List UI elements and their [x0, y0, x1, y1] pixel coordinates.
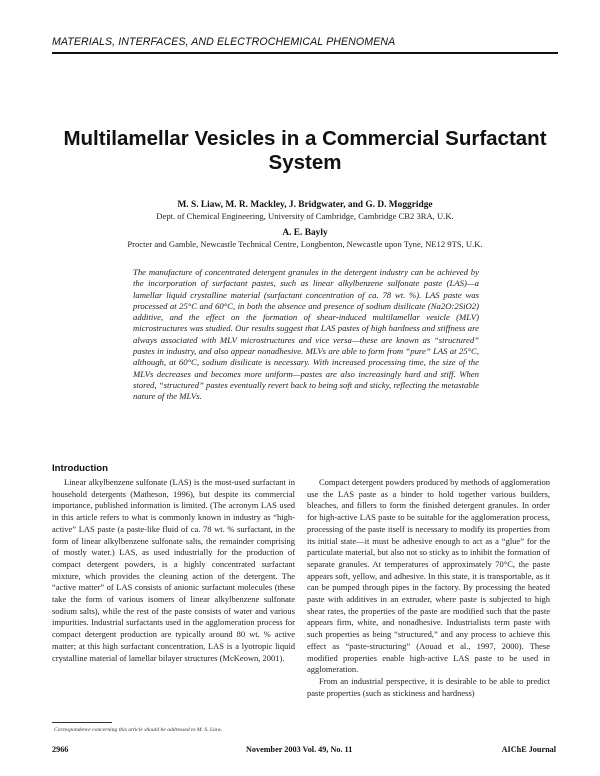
article-title: Multilamellar Vesicles in a Commercial Surfactant System	[63, 127, 547, 174]
running-head: MATERIALS, INTERFACES, AND ELECTROCHEMICAL PHENOMENA	[52, 36, 396, 48]
footnote-rule	[52, 722, 112, 723]
abstract: The manufacture of concentrated detergent granules in the detergent industry can be achieved by the incorporation of surfactant pastes, such as linear alkylbenzene sulfonate paste (LAS)—a lamellar liquid crystalline material (surfactant concentration of ca. 78 wt. %). LAS paste was processed at 25°C and 60°C, in both the absence and presence of sodium disilicate (Na2O:2SiO2) additive, and the effect on the formation of shear-induced multilamellar vesicle (MLV) microstructures was studied. Our results suggest that LAS pastes of high hardness and stiffness are always associated with MLV microstructures and vice versa—these are known as “structured” pastes in industry, and also appear nonadhesive. MLVs are able to form from “pure” LAS at 25°C, although, at 60°C, sodium disilicate is necessary. With increased processing time, the size of the MLVs decreases and becomes more uniform—pastes are also increasingly hard and stiff. When stored, “structured” pastes eventually revert back to being soft and sticky, reflecting the metastable nature of the MLVs.	[133, 267, 479, 402]
author-list-1: M. S. Liaw, M. R. Mackley, J. Bridgwater, and G. D. Moggridge	[177, 200, 433, 210]
correspondence-footnote: Correspondence concerning this article should be addressed to M. S. Liaw.	[54, 727, 223, 733]
issue-info: November 2003 Vol. 49, No. 11	[246, 745, 353, 754]
left-column	[52, 477, 295, 664]
author-list-2: A. E. Bayly	[282, 228, 328, 238]
intro-paragraph-3: From an industrial perspective, it is desirable to be able to predict paste properties (such as stickiness and hardness)	[307, 675, 550, 698]
journal-name: AIChE Journal	[501, 745, 556, 754]
intro-paragraph-2: Compact detergent powders produced by methods of agglomeration use the LAS paste as a binder to hold together various builders, bleaches, and fillers to form the finished detergent granules. In order for high-active LAS paste to be suitable for the agglomeration process, processing of the paste itself is necessary to modify its properties from its initial state—it must be adhesive enough to act as a “glue” for the particulate material, but also not so sticky as to inhibit the formation of separate granules. At temperatures of approximately 70°C, the paste appears soft, yellow, and adhesive. In this state, it is transportable, as it can be pumped through pipes in the factory. By processing the heated paste with additives in an extruder, where paste is subjected to high shear rates, the properties of the paste are modified such that the paste appears firm, white, and nonadhesive. Industrialists term paste with such properties as being “structured,” and any process to achieve this effect as “paste-structuring” (Aouad et al., 1997, 2000). These modified properties enable high-active LAS paste to be used in agglomeration.	[307, 477, 550, 675]
right-column	[307, 477, 550, 699]
page-number: 2966	[52, 745, 69, 754]
affiliation-2: Procter and Gamble, Newcastle Technical Centre, Longbenton, Newcastle upon Tyne, NE12 9TS, U.K.	[127, 239, 483, 249]
affiliation-1: Dept. of Chemical Engineering, University of Cambridge, Cambridge CB2 3RA, U.K.	[156, 211, 454, 221]
section-heading-introduction: Introduction	[52, 463, 108, 474]
intro-paragraph-1: Linear alkylbenzene sulfonate (LAS) is the most-used surfactant in household detergents (Matheson, 1996), but despite its commercial importance, published information is limited. (The acronym LAS used in this article refers to what is commonly known in industry as “high-active” LAS paste (a paste-like fluid of ca. 78 wt. % surfactant, in the form of linear alkylbenzene sulfonate salts, the remainder comprising of mostly water.) LAS, as used industrially for the production of compact detergent powders, is a highly concentrated surfactant mixture, which provides the cleaning action of the detergent. The “active matter” of LAS consists of anionic surfactant molecules (these take the form of various isomers of linear alkylbenzene sulfonate sodium salts), while the rest of the paste consists of water and various impurities. Industrial surfactants used in the agglomeration process for compact detergent production are typically around 80 wt. % active matter; at this high surfactant concentration, LAS is a lyotropic liquid crystalline material of lamellar bilayer structures (McKeown, 2001).	[52, 477, 295, 663]
header-rule	[52, 52, 558, 54]
